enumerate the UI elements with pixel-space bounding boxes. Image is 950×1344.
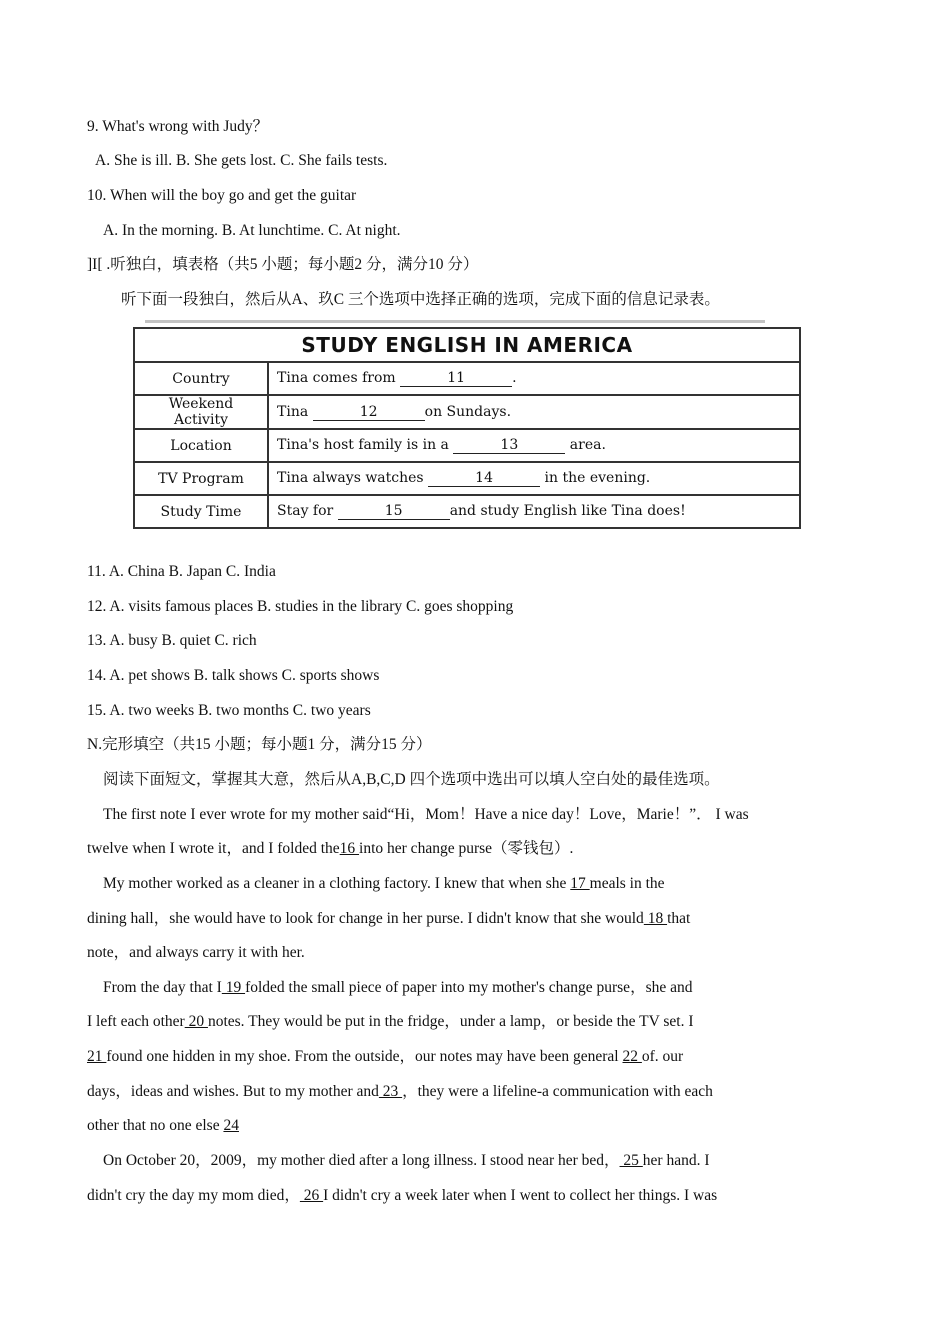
blank-20: 20	[184, 1013, 208, 1030]
cloze-line: dining hall，she would have to look for change in her purse. I didn't know that she would 18 that	[87, 910, 691, 927]
cloze-instructions: 阅读下面短文，掌握其大意，然后从A,B,C,D 四个选项中选出可以填人空白处的最佳选项。	[103, 771, 720, 788]
blank-13: 13	[453, 437, 565, 454]
cloze-line: note，and always carry it with her.	[87, 944, 305, 961]
blank-14: 14	[428, 470, 540, 487]
cloze-line: The first note I ever wrote for my mother said“Hi，Mom！Have a nice day！Love，Marie！”． I was	[103, 806, 749, 823]
cloze-line: other that no one else 24	[87, 1117, 239, 1134]
table-title: STUDY ENGLISH IN AMERICA	[134, 328, 800, 362]
section3-title: ]I[ .听独白，填表格（共5 小题；每小题2 分，满分10 分）	[87, 256, 479, 273]
cloze-line: 21 found one hidden in my shoe. From the outside，our notes may have been general 22 of. our	[87, 1048, 684, 1065]
blank-21: 21	[87, 1048, 107, 1065]
row-label: Location	[134, 429, 268, 462]
info-table	[133, 327, 801, 529]
scan-artifact-band	[145, 320, 765, 323]
row-label: TV Program	[134, 462, 268, 495]
cloze-line: days，ideas and wishes. But to my mother and 23 ，they were a lifeline-a communication with each	[87, 1083, 713, 1100]
row-label: Study Time	[134, 495, 268, 528]
blank-19: 19	[221, 979, 246, 996]
cloze-line: From the day that I 19 folded the small piece of paper into my mother's change purse，she and	[103, 979, 693, 996]
blank-18: 18	[643, 910, 668, 927]
blank-11: 11	[400, 370, 512, 387]
section3-instructions: 听下面一段独白，然后从A、玖C 三个选项中选择正确的选项，完成下面的信息记录表。	[121, 291, 720, 308]
blank-26: 26	[299, 1187, 324, 1204]
blank-25: 25	[619, 1152, 643, 1169]
row-label: Weekend Activity	[134, 395, 268, 429]
table-row: Study Time Stay for 15 and study English like Tina does!	[134, 495, 800, 528]
answer-13: 13. A. busy B. quiet C. rich	[87, 632, 257, 649]
q10-options: A. In the morning. B. At lunchtime. C. At night.	[103, 222, 401, 239]
blank-17: 17	[570, 875, 590, 892]
q9-options: A. She is ill. B. She gets lost. C. She fails tests.	[95, 152, 388, 169]
blank-12: 12	[313, 404, 425, 421]
blank-16: 16	[339, 840, 360, 857]
blank-15: 15	[338, 503, 450, 520]
cloze-title: N.完形填空（共15 小题；每小题1 分，满分15 分）	[87, 736, 432, 753]
table-row: Country Tina comes from 11 .	[134, 362, 800, 395]
q10: 10. When will the boy go and get the guitar	[87, 187, 357, 204]
cloze-line: didn't cry the day my mom died， 26 I didn't cry a week later when I went to collect her things. I was	[87, 1187, 718, 1204]
answer-11: 11. A. China B. Japan C. India	[87, 563, 276, 580]
cloze-line: I left each other 20 notes. They would be put in the fridge，under a lamp，or beside the TV set. I	[87, 1013, 694, 1030]
table-row: Weekend Activity Tina 12 on Sundays.	[134, 395, 800, 429]
cloze-line: twelve when I wrote it，and I folded the16 into her change purse（零钱包）.	[87, 840, 574, 857]
cloze-line: My mother worked as a cleaner in a clothing factory. I knew that when she 17 meals in the	[103, 875, 665, 892]
table-row: TV Program Tina always watches 14 in the evening.	[134, 462, 800, 495]
answer-12: 12. A. visits famous places B. studies in the library C. goes shopping	[87, 598, 514, 615]
cloze-line: On October 20，2009，my mother died after a long illness. I stood near her bed， 25 her hand. I	[103, 1152, 710, 1169]
answer-14: 14. A. pet shows B. talk shows C. sports shows	[87, 667, 380, 684]
answer-15: 15. A. two weeks B. two months C. two years	[87, 702, 371, 719]
table-row: Location Tina's host family is in a 13 area.	[134, 429, 800, 462]
q9: 9. What's wrong with Judy？	[87, 118, 269, 135]
row-label: Country	[134, 362, 268, 395]
blank-23: 23	[378, 1083, 403, 1100]
blank-24: 24	[223, 1117, 239, 1134]
blank-22: 22	[622, 1048, 642, 1065]
